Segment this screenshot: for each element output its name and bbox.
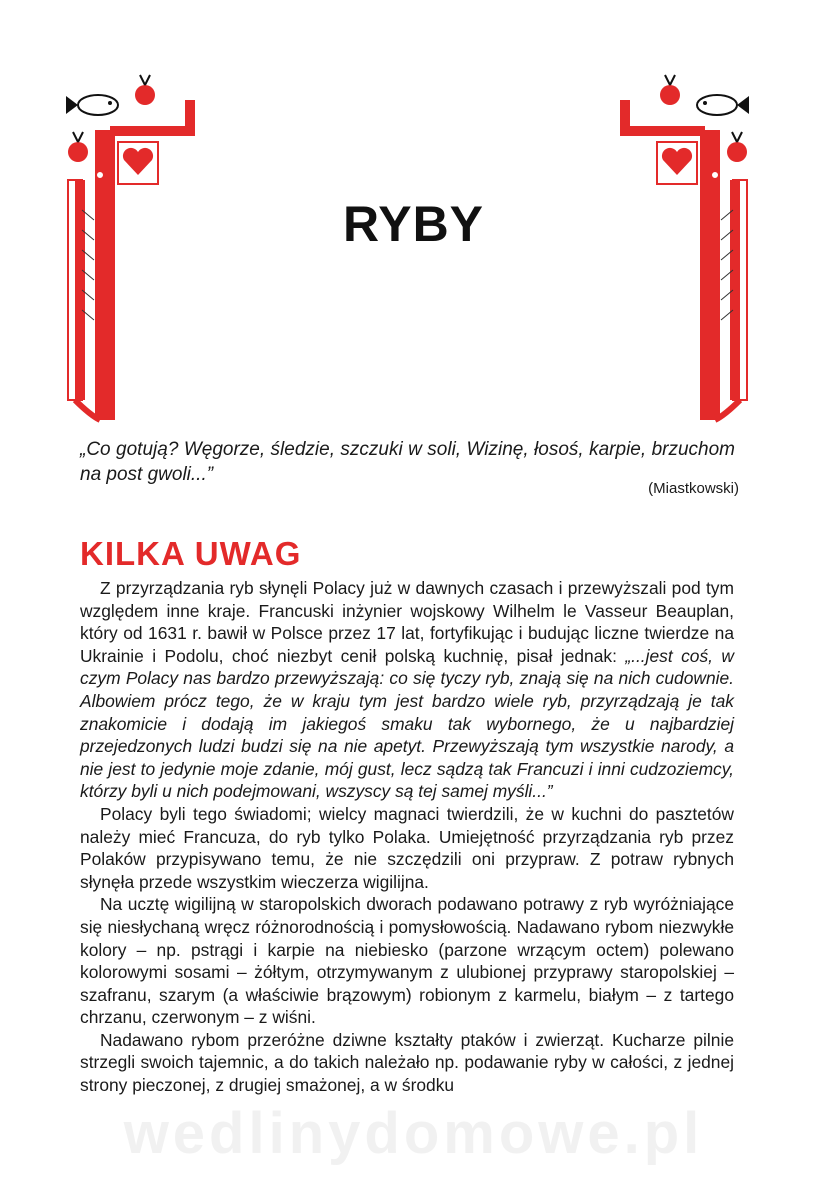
paragraph-1-lead: Z przyrządzania ryb słynęli Polacy już w dawnych czasach i przewyższali pod tym względem inne kraje. Francuski inżynier wojskowy Wilhelm le Vasseur Beauplan, który od 1631 r. bawił w Polsce przez 17 lat, fortyfikując i budując liczne twierdze na Ukrainie i Podolu, choć niezbyt cenił polską kuchnię, pisał jednak:	[80, 578, 734, 666]
body-text	[80, 577, 734, 1097]
paragraph-3: Na ucztę wigilijną w staropolskich dworach podawano potrawy z ryb wyróżniające się niesłychaną wręcz różnorodnością i pomysłowością. Nadawano rybom niezwykłe kolory – np. pstrągi i karpie na niebiesko (parzone wrzącym octem) polewano kolorowymi sosami – żółtym, otrzymywanym z ulubionej przyprawy staropolskiej – szafranu, szarym (a właściwie brązowym) robionym z karmelu, białym – z tartego chrzanu, czerwonym – z wiśni.	[80, 894, 734, 1028]
beauplan-quote: „...jest coś, w czym Polacy nas bardzo przewyższają: co się tyczy ryb, znają się na nich cudownie. Albowiem prócz tego, że w kraju tym jest bardzo wiele ryb, przyrządzają je tak znakomicie i dodają im jakiegoś smaku tak wybornego, że u najbardziej przejedzonych ludzi budzi się na nie apetyt. Przewyższają tym wszystkie narody, a nie jest to jedynie moje zdanie, mój gust, lecz sądzą tak Francuzi i inni cudzoziemcy, którzy byli u nich podejmowani, wszyscy są tej samej myśli...”	[80, 645, 734, 802]
page-title: RYBY	[342, 196, 485, 252]
epigraph-attribution: (Miastkowski)	[648, 480, 739, 497]
paragraph-1	[80, 577, 734, 803]
flower-icon	[711, 171, 719, 179]
fish-icon	[697, 95, 749, 115]
flower-icon	[96, 171, 104, 179]
paragraph-2: Polacy byli tego świadomi; wielcy magnaci twierdzili, że w kuchni do pasztetów należy mieć Francuza, do ryb tylko Polaka. Umiejętność przyrządzania ryb przez Polaków przypisywano temu, że nie szczędzili oni przypraw. Z potraw rybnych słynęła przede wszystkim wieczerza wigilijna.	[80, 803, 734, 892]
fish-icon	[66, 95, 118, 115]
heart-icon	[118, 142, 158, 184]
watermark: wedlinydomowe.pl	[123, 1101, 704, 1166]
paragraph-4: Nadawano rybom przeróżne dziwne kształty ptaków i zwierząt. Kucharze pilnie strzegli swoich tajemnic, a do takich należało np. podawanie ryby w całości, z jednej strony pieczonej, z drugiej smażonej, a w środku	[80, 1029, 734, 1096]
section-heading: KILKA UWAG	[80, 535, 302, 572]
heart-icon	[657, 142, 697, 184]
epigraph-quote: „Co gotują? Węgorze, śledzie, szczuki w soli, Wizinę, łosoś, karpie, brzuchom na post gwoli...”	[80, 439, 735, 485]
